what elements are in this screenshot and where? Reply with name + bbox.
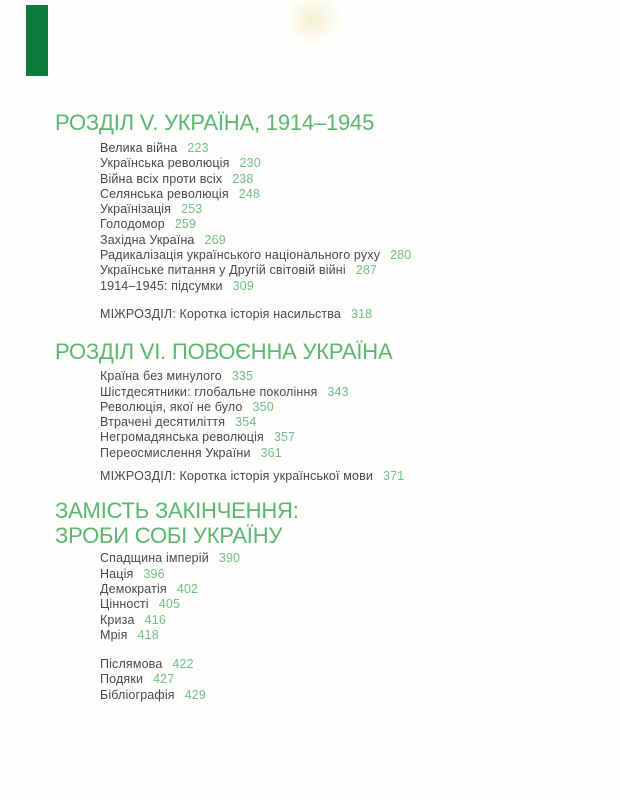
entry-title: Подяки — [100, 672, 144, 687]
entry-page-number: 427 — [153, 672, 175, 687]
entry-title: Революція, якої не було — [100, 399, 243, 414]
toc-entry — [100, 567, 585, 582]
scan-artifact-smudge — [283, 0, 343, 47]
entry-page-number: 416 — [144, 612, 166, 627]
section-heading-rozdil-v: РОЗДІЛ V. УКРАЇНА, 1914–1945 — [55, 110, 375, 135]
entry-title: Голодомор — [100, 217, 165, 232]
toc-entry — [100, 187, 585, 202]
entry-title: Переосмислення України — [100, 445, 251, 460]
entry-title: Спадщина імперій — [100, 551, 209, 566]
toc-entry — [100, 279, 585, 294]
entry-title: Післямова — [100, 657, 163, 672]
back-matter-entries — [100, 657, 585, 703]
entry-page-number: 422 — [172, 657, 194, 672]
toc-entry — [100, 551, 585, 566]
closing-section-entries — [100, 551, 585, 643]
entry-title: Українське питання у Другій світовій війні — [100, 263, 346, 278]
section-vi-entries — [100, 369, 585, 461]
entry-title: Цінності — [100, 597, 149, 612]
entry-title: Нація — [100, 566, 134, 581]
entry-title: Бібліографія — [100, 687, 175, 702]
entry-title: Велика війна — [100, 141, 178, 155]
toc-entry — [100, 430, 585, 445]
entry-title: Криза — [100, 612, 135, 627]
toc-entry — [100, 628, 585, 643]
entry-page-number: 396 — [143, 566, 165, 581]
toc-entry — [100, 263, 585, 278]
toc-entry — [100, 202, 585, 217]
section-heading-zamist-zakinchennya — [55, 498, 585, 548]
toc-entry — [100, 597, 585, 612]
entry-title: Демократія — [100, 581, 167, 596]
entry-page-number: 318 — [351, 306, 373, 321]
entry-page-number: 335 — [231, 369, 254, 384]
toc-entry — [100, 156, 585, 171]
entry-title: МІЖРОЗДІЛ: Коротка історія насильства — [100, 306, 342, 321]
entry-title: Радикалізація українського національного руху — [100, 248, 381, 263]
toc-entry — [100, 248, 585, 263]
entry-title: 1914–1945: підсумки — [100, 278, 223, 293]
entry-title: Українська революція — [100, 156, 230, 171]
entry-page-number: 253 — [181, 202, 203, 217]
entry-title: Українізація — [100, 202, 172, 217]
chapter-tab-marker — [26, 5, 48, 76]
entry-page-number: 361 — [260, 445, 282, 460]
toc-entry — [100, 672, 585, 687]
entry-page-number: 405 — [158, 597, 181, 612]
section-v-entries — [100, 141, 585, 294]
entry-page-number: 429 — [184, 687, 207, 702]
toc-entry — [100, 400, 585, 415]
entry-title: Країна без минулого — [100, 369, 222, 384]
toc-entry — [100, 415, 585, 430]
entry-page-number: 280 — [390, 248, 412, 263]
entry-page-number: 223 — [187, 141, 209, 155]
toc-entry — [100, 446, 585, 461]
entry-title: Мрія — [100, 627, 128, 642]
entry-page-number: 259 — [174, 217, 197, 232]
entry-page-number: 238 — [232, 171, 254, 186]
toc-entry — [100, 172, 585, 187]
section-heading-rozdil-vi: РОЗДІЛ VI. ПОВОЄННА УКРАЇНА — [55, 339, 393, 365]
entry-page-number: 371 — [383, 469, 405, 484]
entry-title: Західна Україна — [100, 232, 195, 247]
entry-title: Негромадянська революція — [100, 430, 264, 445]
toc-entry — [100, 657, 585, 672]
entry-page-number: 309 — [232, 278, 254, 293]
interlude-language — [100, 469, 585, 484]
entry-page-number: 248 — [238, 186, 261, 201]
entry-page-number: 390 — [218, 551, 241, 566]
entry-page-number: 287 — [355, 263, 378, 278]
entry-title: Війна всіх проти всіх — [100, 171, 223, 186]
toc-entry — [100, 217, 585, 232]
heading-line-1: ЗАМІСТЬ ЗАКІНЧЕННЯ: — [55, 498, 299, 524]
entry-page-number: 350 — [252, 399, 274, 414]
entry-page-number: 402 — [176, 581, 199, 596]
heading-line-2: ЗРОБИ СОБІ УКРАЇНУ — [55, 523, 283, 549]
entry-page-number: 230 — [239, 156, 261, 171]
table-of-contents — [55, 110, 585, 703]
entry-page-number: 357 — [273, 430, 296, 445]
entry-page-number: 269 — [204, 232, 226, 247]
entry-page-number: 343 — [327, 384, 349, 399]
toc-entry — [100, 582, 585, 597]
toc-entry — [100, 385, 585, 400]
entry-title: Селянська революція — [100, 186, 229, 201]
entry-page-number: 354 — [235, 415, 257, 430]
toc-entry — [100, 688, 585, 703]
interlude-violence — [100, 307, 585, 322]
toc-entry — [100, 141, 585, 156]
entry-title: МІЖРОЗДІЛ: Коротка історія української мови — [100, 469, 374, 484]
entry-title: Шістдесятники: глобальне покоління — [100, 384, 318, 399]
toc-entry — [100, 369, 585, 384]
entry-title: Втрачені десятиліття — [100, 415, 226, 430]
toc-entry — [100, 233, 585, 248]
entry-page-number: 418 — [137, 627, 159, 642]
toc-entry — [100, 613, 585, 628]
